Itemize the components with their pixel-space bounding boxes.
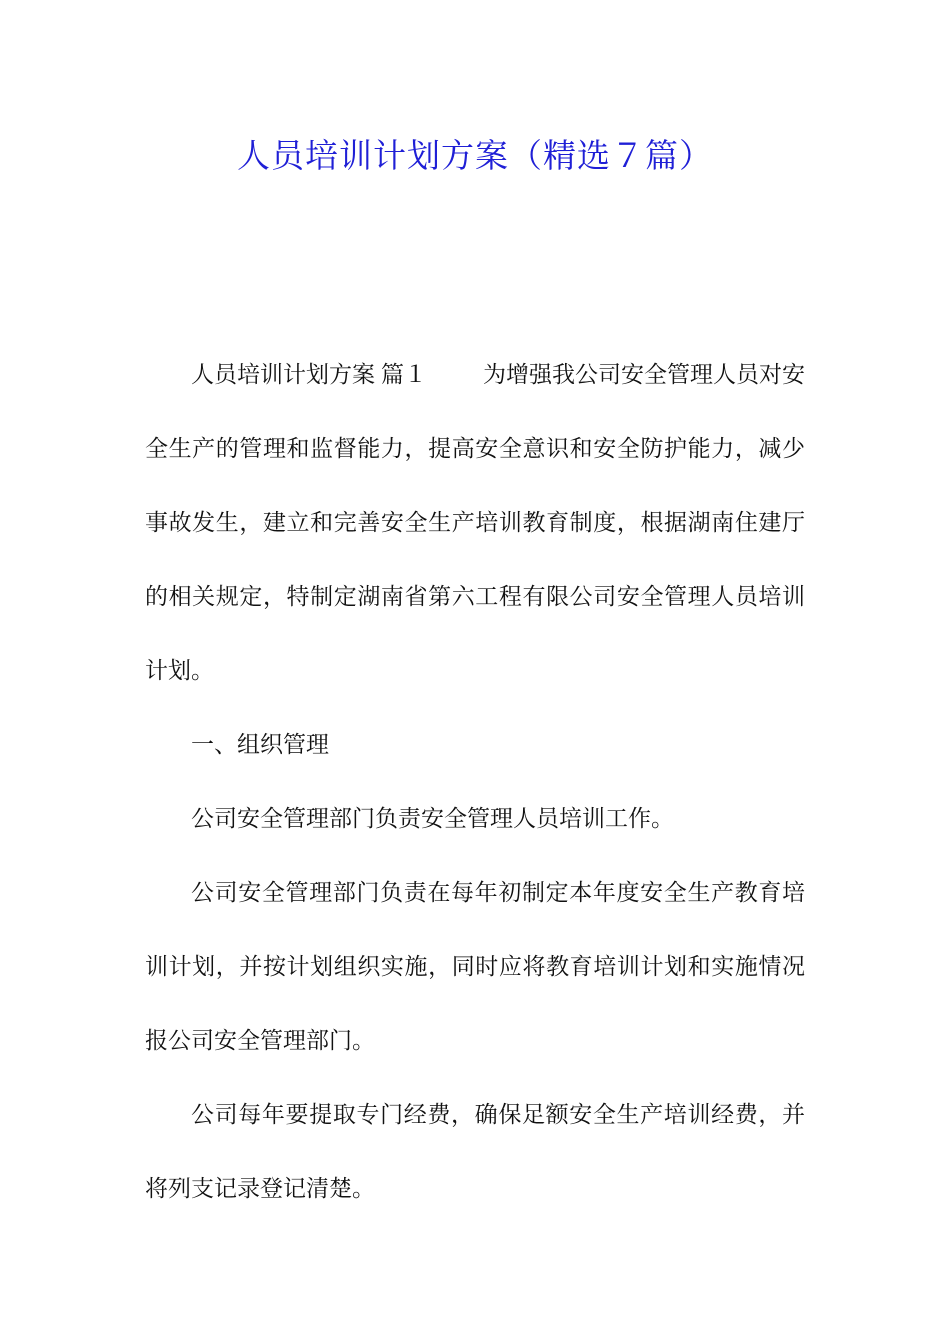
paragraph-responsibility: 公司安全管理部门负责安全管理人员培训工作。 (191, 806, 674, 832)
paragraph-text: 为增强我公司安全管理人员对安全生产的管理和监督能力，提高安全意识和安全防护能力，减少事故发生，建立和完善安全生产培训教育制度，根据湖南住建厅的相关规定，特制定湖南省第六工程有限公司安全管理人员培训计划。 (145, 362, 805, 684)
section-label: 篇１ (381, 362, 427, 388)
paragraph-funding: 公司每年要提取专门经费，确保足额安全生产培训经费，并将列支记录登记清楚。 (145, 1102, 805, 1202)
document-body (145, 338, 805, 1226)
paragraph-annual-plan: 公司安全管理部门负责在每年初制定本年度安全生产教育培训计划，并按计划组织实施，同时应将教育培训计划和实施情况报公司安全管理部门。 (145, 880, 805, 1054)
paragraph-intro (145, 338, 805, 708)
document-title: 人员培训计划方案（精选７篇） (237, 136, 713, 175)
paragraph-organization-heading: 一、组织管理 (191, 732, 329, 758)
section-heading: 人员培训计划方案 (191, 362, 375, 388)
